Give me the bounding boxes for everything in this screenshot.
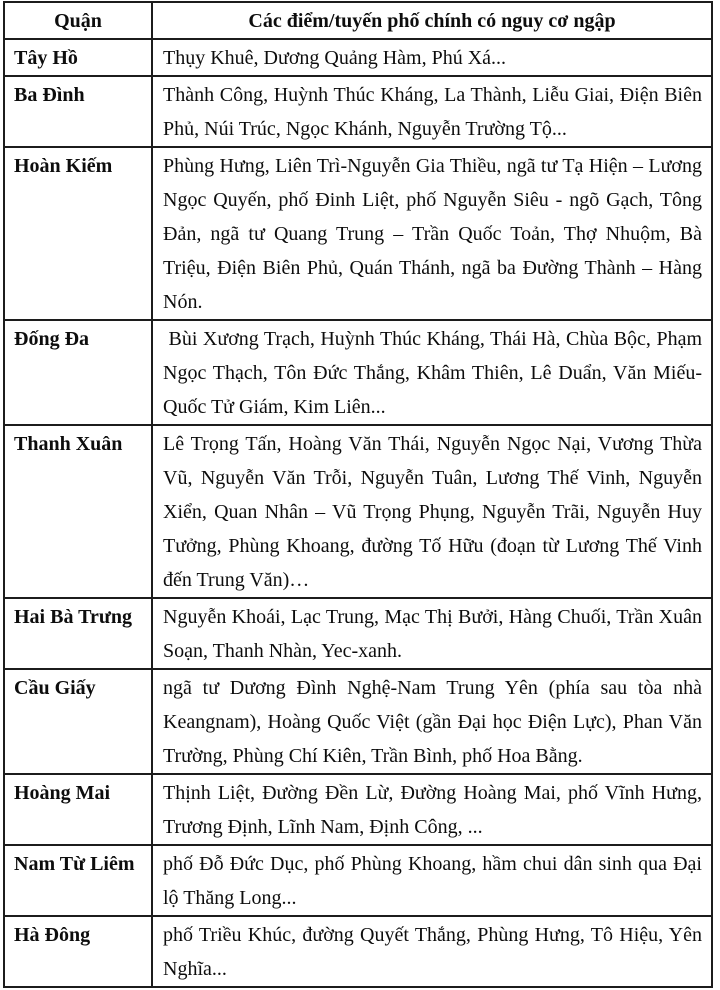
table-row bbox=[4, 76, 712, 147]
table-row bbox=[4, 845, 712, 916]
flood-risk-table bbox=[3, 1, 713, 988]
streets-cell: Lê Trọng Tấn, Hoàng Văn Thái, Nguyễn Ngọc Nại, Vương Thừa Vũ, Nguyễn Văn Trỗi, Nguyễn Tuân, Lương Thế Vinh, Nguyễn Xiển, Quan Nhân – Vũ Trọng Phụng, Nguyễn Trãi, Nguyễn Huy Tưởng, Phùng Khoang, đường Tố Hữu (đoạn từ Lương Thế Vinh đến Trung Văn)… bbox=[152, 425, 712, 598]
table-row bbox=[4, 425, 712, 598]
table-row bbox=[4, 39, 712, 76]
table-row bbox=[4, 774, 712, 845]
streets-cell: Bùi Xương Trạch, Huỳnh Thúc Kháng, Thái Hà, Chùa Bộc, Phạm Ngọc Thạch, Tôn Đức Thắng, Khâm Thiên, Lê Duẩn, Văn Miếu-Quốc Tử Giám, Kim Liên... bbox=[152, 320, 712, 425]
streets-cell: Thành Công, Huỳnh Thúc Kháng, La Thành, Liễu Giai, Điện Biên Phủ, Núi Trúc, Ngọc Khánh, Nguyễn Trường Tộ... bbox=[152, 76, 712, 147]
table-row bbox=[4, 147, 712, 320]
district-cell: Đống Đa bbox=[4, 320, 152, 425]
streets-cell: Thụy Khuê, Dương Quảng Hàm, Phú Xá... bbox=[152, 39, 712, 76]
district-cell: Cầu Giấy bbox=[4, 669, 152, 774]
district-cell: Nam Từ Liêm bbox=[4, 845, 152, 916]
table-row bbox=[4, 320, 712, 425]
header-row bbox=[4, 2, 712, 39]
district-cell: Tây Hồ bbox=[4, 39, 152, 76]
district-cell: Hoàng Mai bbox=[4, 774, 152, 845]
column-header-district: Quận bbox=[4, 2, 152, 39]
district-cell: Hà Đông bbox=[4, 916, 152, 987]
streets-cell: phố Đỗ Đức Dục, phố Phùng Khoang, hầm chui dân sinh qua Đại lộ Thăng Long... bbox=[152, 845, 712, 916]
district-cell: Hai Bà Trưng bbox=[4, 598, 152, 669]
streets-cell: Phùng Hưng, Liên Trì-Nguyễn Gia Thiều, ngã tư Tạ Hiện – Lương Ngọc Quyến, phố Đinh Liệt, phố Nguyễn Siêu - ngõ Gạch, Tông Đản, ngã tư Quang Trung – Trần Quốc Toản, Thợ Nhuộm, Bà Triệu, Điện Biên Phủ, Quán Thánh, ngã ba Đường Thành – Hàng Nón. bbox=[152, 147, 712, 320]
streets-cell: Thịnh Liệt, Đường Đền Lừ, Đường Hoàng Mai, phố Vĩnh Hưng, Trương Định, Lĩnh Nam, Định Công, ... bbox=[152, 774, 712, 845]
column-header-streets: Các điểm/tuyến phố chính có nguy cơ ngập bbox=[152, 2, 712, 39]
streets-cell: ngã tư Dương Đình Nghệ-Nam Trung Yên (phía sau tòa nhà Keangnam), Hoàng Quốc Việt (gần Đại học Điện Lực), Phan Văn Trường, Phùng Chí Kiên, Trần Bình, phố Hoa Bằng. bbox=[152, 669, 712, 774]
district-cell: Ba Đình bbox=[4, 76, 152, 147]
table-row bbox=[4, 669, 712, 774]
district-cell: Hoàn Kiếm bbox=[4, 147, 152, 320]
table-row bbox=[4, 916, 712, 987]
table-row bbox=[4, 598, 712, 669]
streets-cell: Nguyễn Khoái, Lạc Trung, Mạc Thị Bưởi, Hàng Chuối, Trần Xuân Soạn, Thanh Nhàn, Yec-xanh. bbox=[152, 598, 712, 669]
streets-cell: phố Triều Khúc, đường Quyết Thắng, Phùng Hưng, Tô Hiệu, Yên Nghĩa... bbox=[152, 916, 712, 987]
district-cell: Thanh Xuân bbox=[4, 425, 152, 598]
